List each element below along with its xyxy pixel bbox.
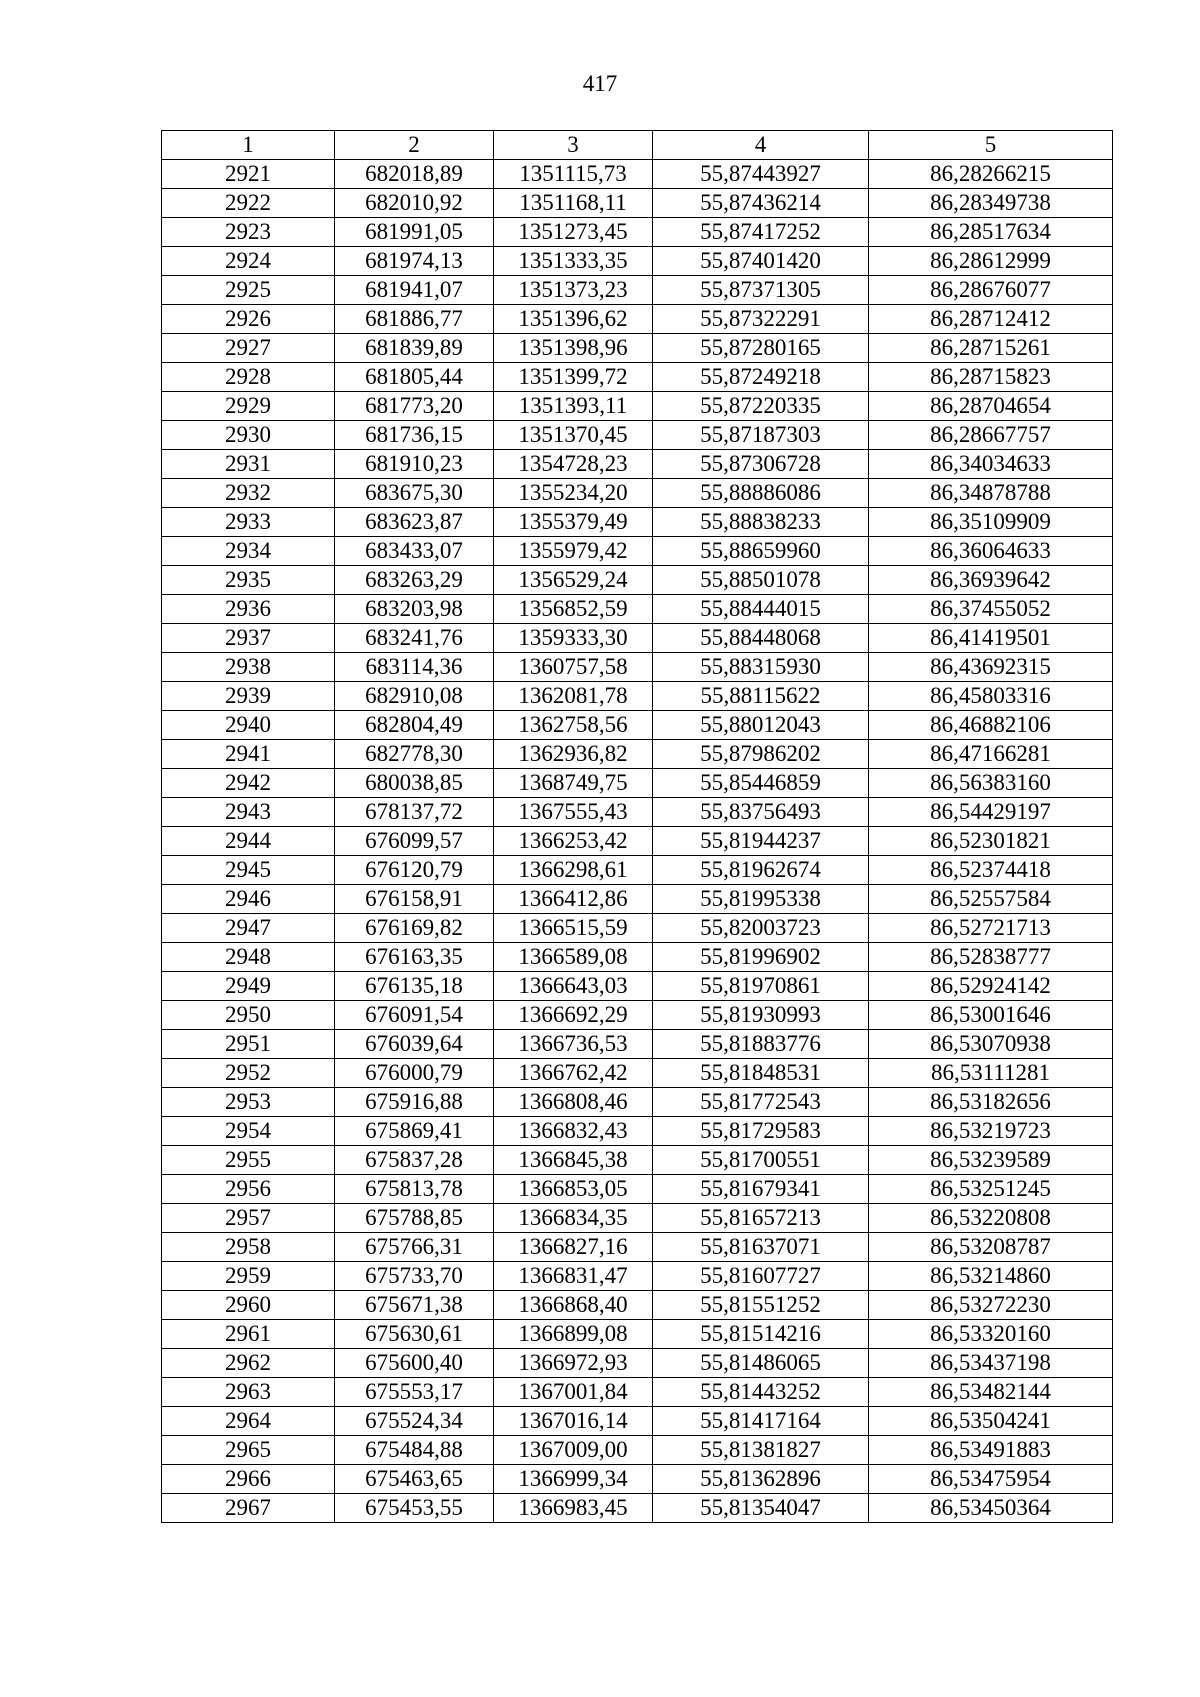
table-cell: 1355979,42 [494,537,653,566]
table-cell: 55,88838233 [653,508,869,537]
table-cell: 681773,20 [335,392,494,421]
table-cell: 2939 [162,682,335,711]
table-cell: 676000,79 [335,1059,494,1088]
table-header-row [162,131,1113,160]
table-row [162,450,1113,479]
table-cell: 55,81637071 [653,1233,869,1262]
table-cell: 2953 [162,1088,335,1117]
table-cell: 1366983,45 [494,1494,653,1523]
table-row [162,1175,1113,1204]
table-row [162,1117,1113,1146]
table-cell: 86,43692315 [869,653,1113,682]
table-cell: 55,81772543 [653,1088,869,1117]
table-row [162,1233,1113,1262]
table-cell: 2924 [162,247,335,276]
table-cell: 2938 [162,653,335,682]
table-cell: 683433,07 [335,537,494,566]
table-cell: 1366808,46 [494,1088,653,1117]
table-cell: 55,87986202 [653,740,869,769]
table-cell: 1367555,43 [494,798,653,827]
table-cell: 1366827,16 [494,1233,653,1262]
table-cell: 55,81970861 [653,972,869,1001]
table-cell: 1355379,49 [494,508,653,537]
table-cell: 86,53182656 [869,1088,1113,1117]
table-cell: 676135,18 [335,972,494,1001]
table-row [162,1146,1113,1175]
table-cell: 86,53239589 [869,1146,1113,1175]
table-cell: 2945 [162,856,335,885]
table-cell: 86,52301821 [869,827,1113,856]
table-cell: 675766,31 [335,1233,494,1262]
table-cell: 86,52838777 [869,943,1113,972]
table-cell: 86,47166281 [869,740,1113,769]
table-cell: 2964 [162,1407,335,1436]
table-cell: 55,87436214 [653,189,869,218]
table-cell: 682778,30 [335,740,494,769]
table-cell: 86,53208787 [869,1233,1113,1262]
table-cell: 86,53272230 [869,1291,1113,1320]
table-cell: 683114,36 [335,653,494,682]
table-cell: 86,28704654 [869,392,1113,421]
table-cell: 55,81944237 [653,827,869,856]
table-cell: 683263,29 [335,566,494,595]
table-cell: 86,45803316 [869,682,1113,711]
table-cell: 675733,70 [335,1262,494,1291]
table-row [162,769,1113,798]
table-cell: 676039,64 [335,1030,494,1059]
table-cell: 680038,85 [335,769,494,798]
table-cell: 86,37455052 [869,595,1113,624]
table-cell: 2947 [162,914,335,943]
table-cell: 1362758,56 [494,711,653,740]
table-cell: 2937 [162,624,335,653]
table-cell: 1351370,45 [494,421,653,450]
table-cell: 55,81486065 [653,1349,869,1378]
table-cell: 1354728,23 [494,450,653,479]
table-cell: 1351168,11 [494,189,653,218]
table-cell: 1366832,43 [494,1117,653,1146]
table-cell: 676158,91 [335,885,494,914]
table-cell: 1366853,05 [494,1175,653,1204]
table-cell: 678137,72 [335,798,494,827]
table-cell: 675916,88 [335,1088,494,1117]
table-cell: 2962 [162,1349,335,1378]
table-cell: 1351393,11 [494,392,653,421]
table-cell: 55,88659960 [653,537,869,566]
table-cell: 683241,76 [335,624,494,653]
table-cell: 86,53437198 [869,1349,1113,1378]
table-row [162,218,1113,247]
table-cell: 1355234,20 [494,479,653,508]
table-cell: 86,53111281 [869,1059,1113,1088]
table-cell: 86,52924142 [869,972,1113,1001]
table-cell: 86,35109909 [869,508,1113,537]
table-cell: 2944 [162,827,335,856]
table-row [162,189,1113,218]
table-cell: 1366589,08 [494,943,653,972]
table-cell: 676169,82 [335,914,494,943]
table-cell: 1366298,61 [494,856,653,885]
table-cell: 1356529,24 [494,566,653,595]
table-cell: 676120,79 [335,856,494,885]
table-cell: 55,88012043 [653,711,869,740]
table-cell: 55,81657213 [653,1204,869,1233]
table-cell: 675671,38 [335,1291,494,1320]
table-cell: 1366412,86 [494,885,653,914]
table-cell: 55,87401420 [653,247,869,276]
table-cell: 1360757,58 [494,653,653,682]
table-cell: 2950 [162,1001,335,1030]
table-cell: 675463,65 [335,1465,494,1494]
table-cell: 681991,05 [335,218,494,247]
table-cell: 86,53491883 [869,1436,1113,1465]
table-cell: 55,88315930 [653,653,869,682]
table-cell: 2934 [162,537,335,566]
table-cell: 1366762,42 [494,1059,653,1088]
table-row [162,363,1113,392]
table-cell: 86,53219723 [869,1117,1113,1146]
table-cell: 55,85446859 [653,769,869,798]
table-cell: 55,88886086 [653,479,869,508]
table-cell: 675453,55 [335,1494,494,1523]
table-cell: 1359333,30 [494,624,653,653]
table-cell: 86,36064633 [869,537,1113,566]
table-cell: 86,28667757 [869,421,1113,450]
table-cell: 2923 [162,218,335,247]
table-cell: 55,83756493 [653,798,869,827]
table-cell: 55,81362896 [653,1465,869,1494]
table-cell: 1366845,38 [494,1146,653,1175]
table-cell: 86,56383160 [869,769,1113,798]
table-cell: 2961 [162,1320,335,1349]
table-cell: 55,87187303 [653,421,869,450]
table-cell: 86,36939642 [869,566,1113,595]
table-row [162,595,1113,624]
table-row [162,1465,1113,1494]
table-cell: 2951 [162,1030,335,1059]
table-cell: 55,81962674 [653,856,869,885]
table-cell: 1362081,78 [494,682,653,711]
table-cell: 86,34878788 [869,479,1113,508]
table-cell: 2941 [162,740,335,769]
table-cell: 55,87249218 [653,363,869,392]
table-row [162,1262,1113,1291]
column-header: 1 [162,131,335,160]
table-cell: 55,88501078 [653,566,869,595]
table-cell: 681736,15 [335,421,494,450]
table-cell: 682018,89 [335,160,494,189]
table-cell: 675630,61 [335,1320,494,1349]
table-cell: 86,52721713 [869,914,1113,943]
table-cell: 55,87322291 [653,305,869,334]
table-cell: 55,88444015 [653,595,869,624]
table-cell: 55,87220335 [653,392,869,421]
table-cell: 55,87280165 [653,334,869,363]
table-cell: 55,81995338 [653,885,869,914]
table-row [162,1320,1113,1349]
table-cell: 1351373,23 [494,276,653,305]
table-cell: 86,53320160 [869,1320,1113,1349]
table-cell: 2921 [162,160,335,189]
table-cell: 675600,40 [335,1349,494,1378]
table-cell: 55,81996902 [653,943,869,972]
table-cell: 55,81417164 [653,1407,869,1436]
table-row [162,653,1113,682]
table-cell: 675813,78 [335,1175,494,1204]
table-cell: 86,28517634 [869,218,1113,247]
table-cell: 2925 [162,276,335,305]
table-cell: 1366736,53 [494,1030,653,1059]
table-cell: 55,81381827 [653,1436,869,1465]
table-row [162,1407,1113,1436]
table-cell: 2933 [162,508,335,537]
table-cell: 86,53475954 [869,1465,1113,1494]
table-cell: 55,81514216 [653,1320,869,1349]
table-cell: 2922 [162,189,335,218]
table-cell: 86,28612999 [869,247,1113,276]
table-row [162,682,1113,711]
table-cell: 86,28712412 [869,305,1113,334]
table-cell: 1366972,93 [494,1349,653,1378]
table-cell: 86,53214860 [869,1262,1113,1291]
table-cell: 2956 [162,1175,335,1204]
table-cell: 86,28715261 [869,334,1113,363]
table-row [162,247,1113,276]
table-cell: 683203,98 [335,595,494,624]
table-cell: 1351399,72 [494,363,653,392]
table-cell: 2965 [162,1436,335,1465]
table-cell: 2940 [162,711,335,740]
table-cell: 1366253,42 [494,827,653,856]
table-row [162,798,1113,827]
table-cell: 683675,30 [335,479,494,508]
column-header: 4 [653,131,869,160]
table-cell: 86,53220808 [869,1204,1113,1233]
table-cell: 1366515,59 [494,914,653,943]
table-cell: 675484,88 [335,1436,494,1465]
table-cell: 2963 [162,1378,335,1407]
table-cell: 675524,34 [335,1407,494,1436]
page-number: 417 [582,71,618,96]
table-row [162,1349,1113,1378]
table-cell: 1367009,00 [494,1436,653,1465]
table-cell: 2957 [162,1204,335,1233]
table-cell: 55,88115622 [653,682,869,711]
table-cell: 2942 [162,769,335,798]
table-cell: 2926 [162,305,335,334]
table-row [162,624,1113,653]
table-cell: 2954 [162,1117,335,1146]
table-cell: 86,53504241 [869,1407,1113,1436]
table-cell: 681886,77 [335,305,494,334]
table-cell: 1368749,75 [494,769,653,798]
table-cell: 86,53001646 [869,1001,1113,1030]
table-row [162,1204,1113,1233]
table-cell: 1351396,62 [494,305,653,334]
table-cell: 2967 [162,1494,335,1523]
table-cell: 2929 [162,392,335,421]
table-cell: 86,28715823 [869,363,1113,392]
table-cell: 676163,35 [335,943,494,972]
table-row [162,1494,1113,1523]
table-cell: 55,87417252 [653,218,869,247]
table-cell: 1366999,34 [494,1465,653,1494]
table-cell: 676099,57 [335,827,494,856]
table-row [162,392,1113,421]
table-cell: 1367016,14 [494,1407,653,1436]
table-row [162,1030,1113,1059]
table-cell: 55,81551252 [653,1291,869,1320]
table-cell: 86,52557584 [869,885,1113,914]
table-cell: 1366834,35 [494,1204,653,1233]
table-cell: 683623,87 [335,508,494,537]
table-cell: 1366643,03 [494,972,653,1001]
table-cell: 2946 [162,885,335,914]
table-cell: 1362936,82 [494,740,653,769]
table-body [162,160,1113,1523]
table-row [162,160,1113,189]
column-header: 3 [494,131,653,160]
table-cell: 55,81729583 [653,1117,869,1146]
table-cell: 2966 [162,1465,335,1494]
table-row [162,276,1113,305]
table-row [162,711,1113,740]
table-cell: 675553,17 [335,1378,494,1407]
table-cell: 2931 [162,450,335,479]
table-row [162,943,1113,972]
table-cell: 2935 [162,566,335,595]
table-cell: 55,87443927 [653,160,869,189]
table-cell: 2960 [162,1291,335,1320]
table-row [162,479,1113,508]
table-cell: 86,53450364 [869,1494,1113,1523]
table-row [162,827,1113,856]
table-row [162,421,1113,450]
table-cell: 86,53251245 [869,1175,1113,1204]
table-cell: 675869,41 [335,1117,494,1146]
table-cell: 2932 [162,479,335,508]
table-row [162,1378,1113,1407]
table-cell: 682804,49 [335,711,494,740]
table-cell: 55,81607727 [653,1262,869,1291]
table-row [162,508,1113,537]
table-cell: 55,82003723 [653,914,869,943]
table-cell: 1366831,47 [494,1262,653,1291]
table-cell: 1351273,45 [494,218,653,247]
table-cell: 55,81443252 [653,1378,869,1407]
table-cell: 675788,85 [335,1204,494,1233]
table-cell: 2958 [162,1233,335,1262]
table-cell: 86,28266215 [869,160,1113,189]
table-cell: 1351398,96 [494,334,653,363]
table-row [162,1436,1113,1465]
table-cell: 55,87371305 [653,276,869,305]
table-row [162,537,1113,566]
table-cell: 55,81354047 [653,1494,869,1523]
table-cell: 2928 [162,363,335,392]
table-cell: 55,88448068 [653,624,869,653]
table-cell: 55,81679341 [653,1175,869,1204]
table-cell: 682910,08 [335,682,494,711]
table-cell: 55,81848531 [653,1059,869,1088]
table-cell: 86,28349738 [869,189,1113,218]
table-cell: 1351333,35 [494,247,653,276]
table-row [162,914,1113,943]
table-cell: 1366692,29 [494,1001,653,1030]
table-cell: 681839,89 [335,334,494,363]
table-cell: 1366899,08 [494,1320,653,1349]
table-cell: 681974,13 [335,247,494,276]
table-cell: 2930 [162,421,335,450]
table-cell: 86,34034633 [869,450,1113,479]
table-cell: 1356852,59 [494,595,653,624]
table-cell: 86,53070938 [869,1030,1113,1059]
table-cell: 681910,23 [335,450,494,479]
table-cell: 2948 [162,943,335,972]
table-cell: 2949 [162,972,335,1001]
table-cell: 55,87306728 [653,450,869,479]
table-cell: 1367001,84 [494,1378,653,1407]
table-row [162,305,1113,334]
table-cell: 2952 [162,1059,335,1088]
table-cell: 675837,28 [335,1146,494,1175]
table-row [162,740,1113,769]
table-cell: 86,46882106 [869,711,1113,740]
table-cell: 86,41419501 [869,624,1113,653]
table-row [162,856,1113,885]
table-row [162,885,1113,914]
table-cell: 676091,54 [335,1001,494,1030]
table-row [162,1088,1113,1117]
table-row [162,566,1113,595]
table-cell: 86,52374418 [869,856,1113,885]
coordinates-table [161,130,1113,1523]
table-cell: 2943 [162,798,335,827]
table-cell: 2927 [162,334,335,363]
table-cell: 1351115,73 [494,160,653,189]
table-cell: 1366868,40 [494,1291,653,1320]
table-cell: 681941,07 [335,276,494,305]
column-header: 2 [335,131,494,160]
table-cell: 55,81930993 [653,1001,869,1030]
table-row [162,1001,1113,1030]
table-cell: 682010,92 [335,189,494,218]
table-cell: 86,53482144 [869,1378,1113,1407]
table-cell: 55,81883776 [653,1030,869,1059]
table-row [162,334,1113,363]
table-cell: 86,54429197 [869,798,1113,827]
table-cell: 681805,44 [335,363,494,392]
table-row [162,1291,1113,1320]
column-header: 5 [869,131,1113,160]
table-cell: 55,81700551 [653,1146,869,1175]
table-cell: 2955 [162,1146,335,1175]
table-row [162,972,1113,1001]
table-cell: 2936 [162,595,335,624]
table-row [162,1059,1113,1088]
table-cell: 2959 [162,1262,335,1291]
table-cell: 86,28676077 [869,276,1113,305]
